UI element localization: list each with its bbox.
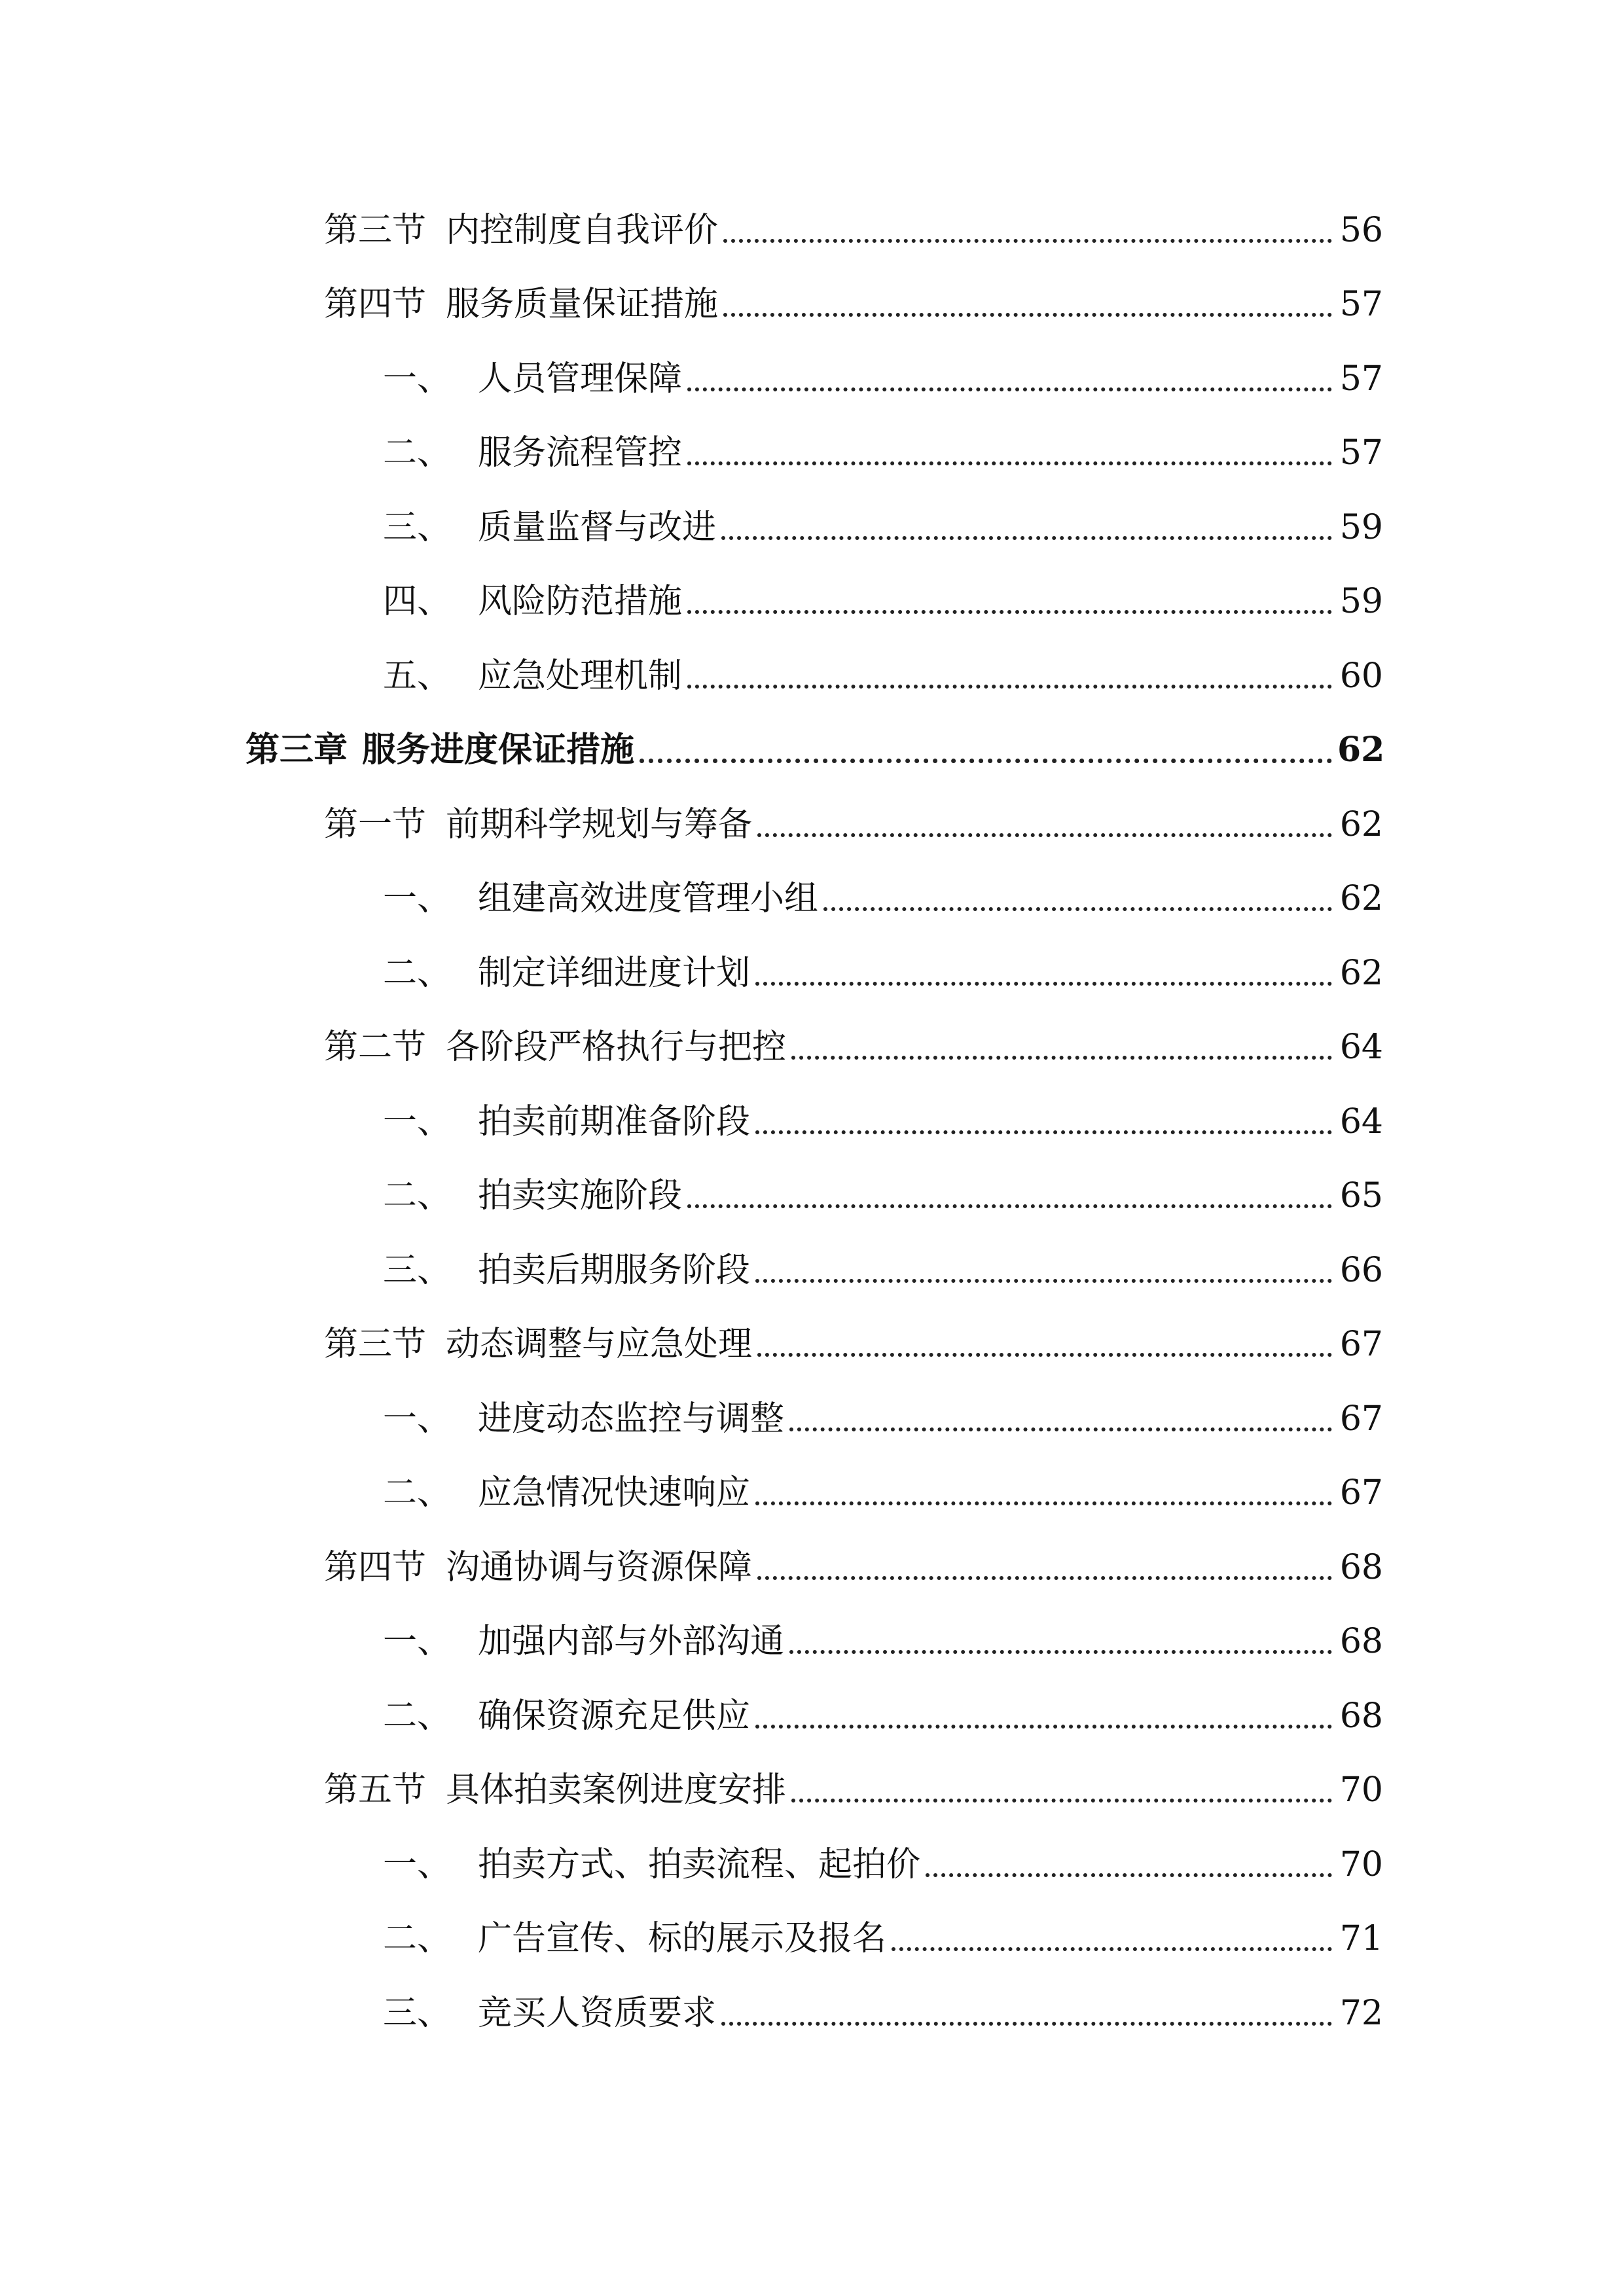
toc-entry-number: 二、: [383, 1919, 452, 1959]
toc-entry-item[interactable]: [0, 342, 1624, 416]
dot-leader: [687, 1204, 1332, 1208]
toc-entry-item[interactable]: [0, 1679, 1624, 1753]
toc-entry-number: 二、: [383, 953, 452, 993]
toc-entry-page: 59: [1339, 582, 1383, 622]
toc-entry-number: 第五节: [324, 1770, 427, 1810]
toc-entry-number: 二、: [383, 1696, 452, 1736]
toc-entry-title: 拍卖实施阶段: [478, 1176, 683, 1216]
toc-entry-item[interactable]: [0, 1827, 1624, 1902]
toc-entry-number: 三、: [383, 1250, 452, 1290]
toc-entry-title: 拍卖后期服务阶段: [478, 1250, 751, 1290]
dot-leader: [755, 982, 1332, 986]
toc-entry-section[interactable]: [0, 1530, 1624, 1605]
dot-leader: [926, 1873, 1332, 1877]
toc-entry-number: 第四节: [324, 1547, 427, 1587]
toc-entry-number: 一、: [383, 1399, 452, 1439]
toc-entry-section[interactable]: [0, 193, 1624, 268]
toc-entry-title: 具体拍卖案例进度安排: [446, 1770, 787, 1810]
toc-entry-item[interactable]: [0, 936, 1624, 1011]
toc-entry-item[interactable]: [0, 416, 1624, 491]
toc-entry-title: 各阶段严格执行与把控: [446, 1028, 787, 1067]
dot-leader: [789, 1650, 1332, 1654]
toc-entry-number: 第一节: [324, 804, 427, 844]
dot-leader: [721, 2022, 1332, 2026]
toc-entry-title: 质量监督与改进: [478, 507, 717, 547]
toc-entry-number: 四、: [383, 582, 452, 622]
toc-entry-number: 第四节: [324, 285, 427, 325]
toc-entry-page: 71: [1339, 1919, 1383, 1959]
toc-entry-title: 制定详细进度计划: [478, 953, 751, 993]
dot-leader: [791, 1056, 1332, 1060]
dot-leader: [687, 387, 1332, 391]
dot-leader: [757, 1576, 1332, 1580]
toc-entry-number: 二、: [383, 433, 452, 473]
toc-entry-page: 68: [1339, 1547, 1383, 1587]
toc-entry-number: 第三节: [324, 1325, 427, 1365]
toc-entry-item[interactable]: [0, 1085, 1624, 1159]
toc-entry-title: 沟通协调与资源保障: [446, 1547, 753, 1587]
toc-entry-item[interactable]: [0, 1976, 1624, 2051]
toc-entry-title: 前期科学规划与筹备: [446, 804, 753, 844]
toc-entry-number: 一、: [383, 1844, 452, 1884]
dot-leader: [823, 907, 1332, 911]
toc-entry-page: 62: [1337, 730, 1385, 770]
toc-entry-page: 62: [1339, 953, 1383, 993]
toc-entry-page: 72: [1339, 1993, 1383, 2033]
toc-entry-item[interactable]: [0, 565, 1624, 639]
toc-entry-title: 服务质量保证措施: [446, 285, 719, 325]
toc-entry-number: 一、: [383, 359, 452, 399]
toc-entry-page: 68: [1339, 1622, 1383, 1662]
toc-entry-chapter[interactable]: [0, 713, 1624, 788]
toc-entry-section[interactable]: [0, 1308, 1624, 1382]
dot-leader: [755, 1130, 1332, 1134]
toc-entry-page: 64: [1339, 1028, 1383, 1067]
dot-leader: [723, 313, 1332, 317]
toc-entry-item[interactable]: [0, 639, 1624, 713]
toc-entry-page: 57: [1339, 433, 1383, 473]
toc-entry-number: 三、: [383, 1993, 452, 2033]
dot-leader: [791, 1799, 1332, 1803]
dot-leader: [789, 1427, 1332, 1431]
toc-entry-title: 拍卖方式、拍卖流程、起拍价: [478, 1844, 921, 1884]
toc-entry-page: 60: [1339, 656, 1383, 696]
toc-entry-title: 服务流程管控: [478, 433, 683, 473]
toc-entry-title: 加强内部与外部沟通: [478, 1622, 785, 1662]
toc-entry-title: 应急处理机制: [478, 656, 683, 696]
toc-entry-section[interactable]: [0, 1753, 1624, 1828]
toc-entry-page: 67: [1339, 1473, 1383, 1513]
toc-entry-page: 65: [1339, 1176, 1383, 1216]
toc-entry-item[interactable]: [0, 862, 1624, 937]
toc-entry-item[interactable]: [0, 1605, 1624, 1679]
toc-entry-title: 拍卖前期准备阶段: [478, 1102, 751, 1141]
toc-entry-page: 57: [1339, 285, 1383, 325]
dot-leader: [757, 833, 1332, 837]
toc-entry-page: 62: [1339, 879, 1383, 919]
toc-entry-title: 人员管理保障: [478, 359, 683, 399]
dot-leader: [723, 239, 1332, 243]
toc-entry-title: 竞买人资质要求: [478, 1993, 717, 2033]
toc-entry-item[interactable]: [0, 490, 1624, 565]
toc-entry-title: 广告宣传、标的展示及报名: [478, 1919, 887, 1959]
toc-entry-page: 66: [1339, 1250, 1383, 1290]
toc-entry-title: 进度动态监控与调整: [478, 1399, 785, 1439]
toc-entry-page: 64: [1339, 1102, 1383, 1141]
toc-entry-number: 一、: [383, 1622, 452, 1662]
toc-entry-item[interactable]: [0, 1233, 1624, 1308]
toc-entry-number: 一、: [383, 879, 452, 919]
table-of-contents: [0, 193, 1624, 2051]
toc-entry-number: 二、: [383, 1473, 452, 1513]
toc-entry-title: 应急情况快速响应: [478, 1473, 751, 1513]
toc-entry-number: 第三节: [324, 210, 427, 250]
toc-entry-title: 服务进度保证措施: [362, 730, 635, 770]
dot-leader: [687, 610, 1332, 614]
toc-entry-item[interactable]: [0, 1382, 1624, 1456]
dot-leader: [755, 1501, 1332, 1505]
toc-entry-page: 70: [1339, 1844, 1383, 1884]
toc-entry-title: 确保资源充足供应: [478, 1696, 751, 1736]
toc-entry-page: 70: [1339, 1770, 1383, 1810]
toc-entry-page: 57: [1339, 359, 1383, 399]
toc-entry-title: 组建高效进度管理小组: [478, 879, 819, 919]
toc-entry-item[interactable]: [0, 1456, 1624, 1531]
toc-entry-page: 68: [1339, 1696, 1383, 1736]
dot-leader: [755, 1725, 1332, 1729]
toc-entry-page: 62: [1339, 804, 1383, 844]
dot-leader: [721, 536, 1332, 540]
toc-entry-page: 67: [1339, 1325, 1383, 1365]
toc-entry-page: 67: [1339, 1399, 1383, 1439]
dot-leader: [757, 1353, 1332, 1357]
toc-entry-number: 第二节: [324, 1028, 427, 1067]
dot-leader: [755, 1279, 1332, 1283]
dot-leader: [687, 685, 1332, 689]
toc-entry-title: 动态调整与应急处理: [446, 1325, 753, 1365]
toc-entry-section[interactable]: [0, 787, 1624, 862]
toc-entry-number: 二、: [383, 1176, 452, 1216]
dot-leader: [892, 1947, 1332, 1951]
toc-entry-number: 第三章: [245, 730, 348, 770]
toc-entry-title: 风险防范措施: [478, 582, 683, 622]
toc-entry-section[interactable]: [0, 268, 1624, 342]
dot-leader: [687, 461, 1332, 465]
toc-entry-page: 59: [1339, 507, 1383, 547]
toc-entry-item[interactable]: [0, 1902, 1624, 1977]
dot-leader: [640, 759, 1332, 763]
toc-entry-number: 一、: [383, 1102, 452, 1141]
toc-entry-title: 内控制度自我评价: [446, 210, 719, 250]
toc-entry-item[interactable]: [0, 1159, 1624, 1234]
toc-entry-number: 三、: [383, 507, 452, 547]
toc-entry-section[interactable]: [0, 1011, 1624, 1085]
toc-entry-page: 56: [1339, 210, 1383, 250]
toc-entry-number: 五、: [383, 656, 452, 696]
